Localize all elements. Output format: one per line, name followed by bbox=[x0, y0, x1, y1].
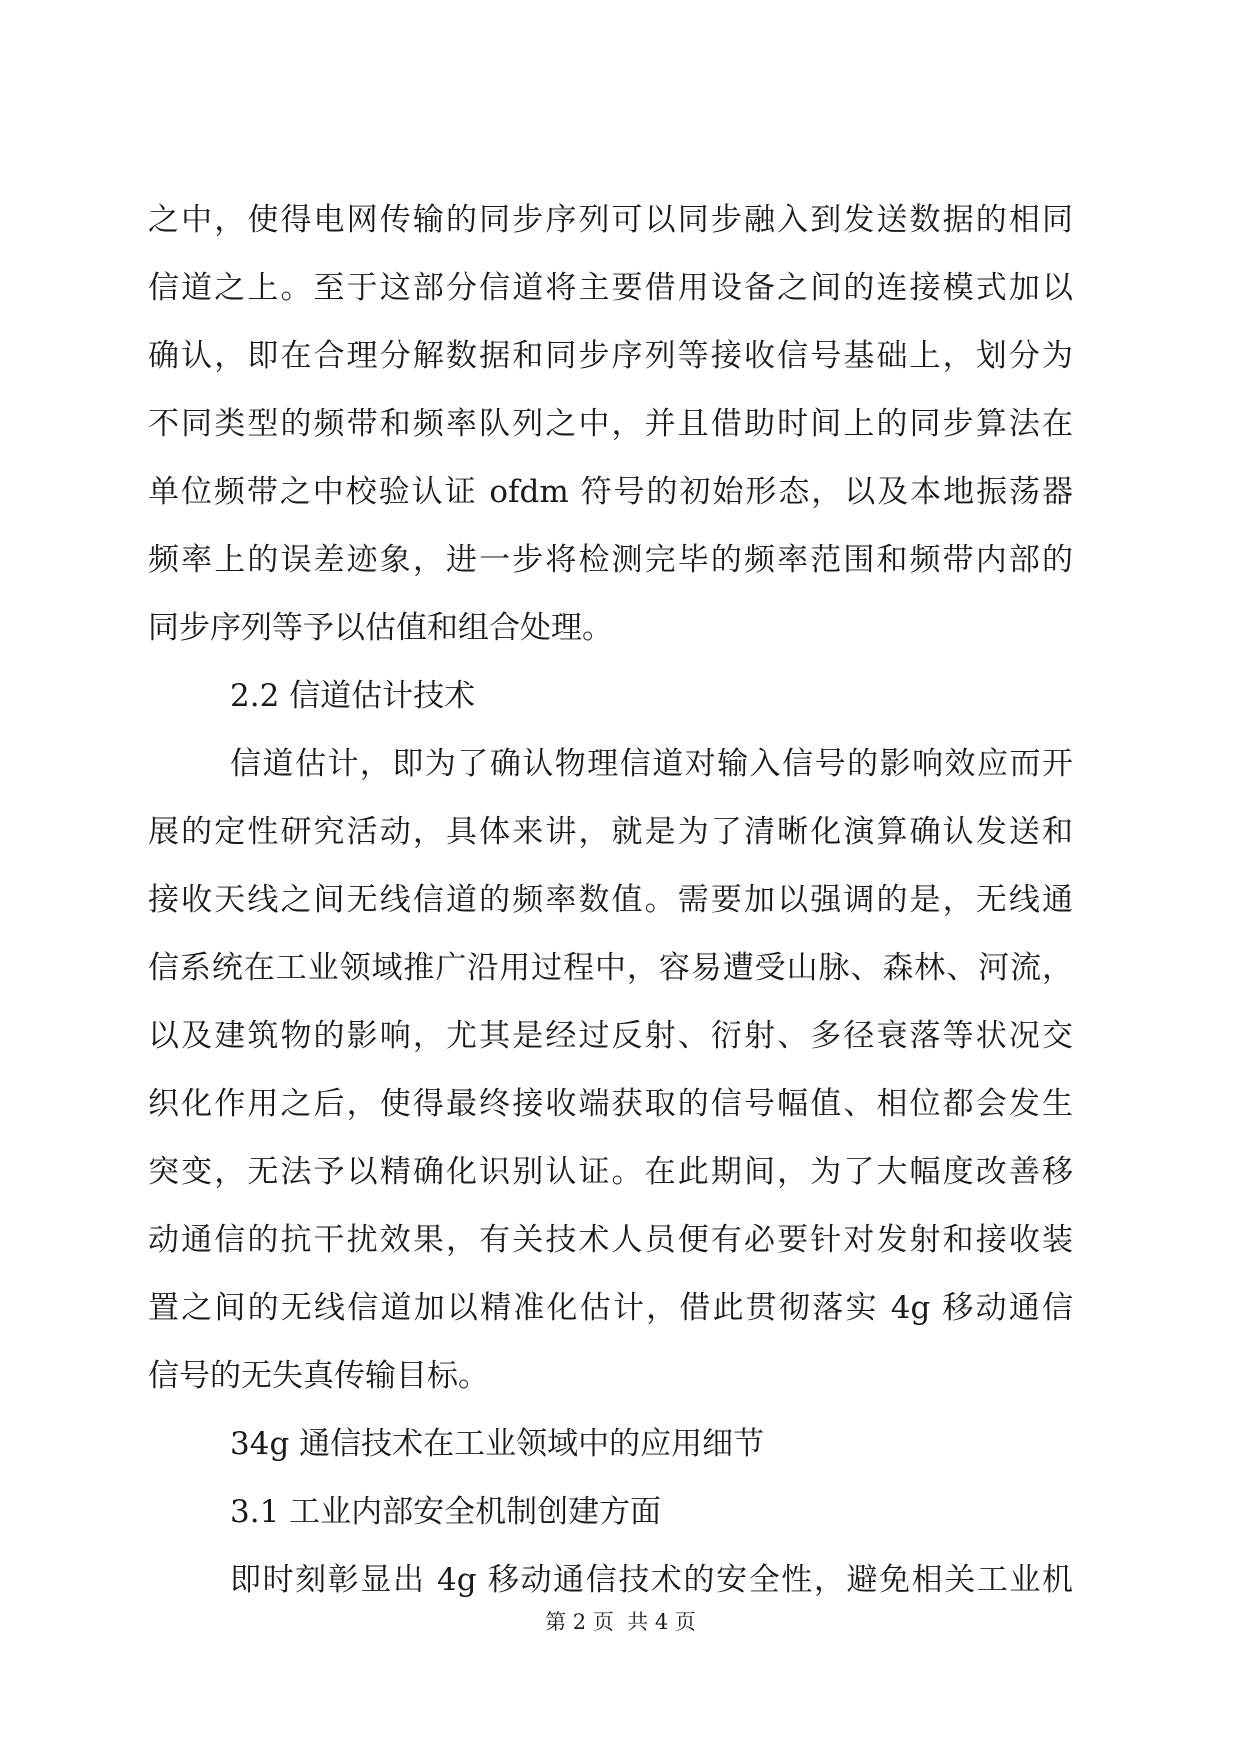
page-footer bbox=[0, 1608, 1241, 1636]
body-line: 单位频带之中校验认证 ofdm 符号的初始形态，以及本地振荡器 bbox=[148, 474, 1073, 510]
body-line: 动通信的抗干扰效果，有关技术人员便有必要针对发射和接收装 bbox=[148, 1222, 1073, 1258]
section-heading-2-2: 2.2 信道估计技术 bbox=[230, 678, 476, 714]
body-line: 信道之上。至于这部分信道将主要借用设备之间的连接模式加以 bbox=[148, 270, 1073, 306]
body-line-indented: 即时刻彰显出 4g 移动通信技术的安全性，避免相关工业机 bbox=[230, 1562, 1073, 1598]
body-line: 频率上的误差迹象，进一步将检测完毕的频率范围和频带内部的 bbox=[148, 542, 1073, 578]
body-line: 不同类型的频带和频率队列之中，并且借助时间上的同步算法在 bbox=[148, 406, 1073, 442]
body-line-last: 同步序列等予以估值和组合处理。 bbox=[148, 610, 613, 646]
body-line: 以及建筑物的影响，尤其是经过反射、衍射、多径衰落等状况交 bbox=[148, 1018, 1073, 1054]
body-line-last: 信号的无失真传输目标。 bbox=[148, 1358, 489, 1394]
body-line: 织化作用之后，使得最终接收端获取的信号幅值、相位都会发生 bbox=[148, 1086, 1073, 1122]
section-heading-3: 34g 通信技术在工业领域中的应用细节 bbox=[230, 1426, 765, 1462]
body-line: 突变，无法予以精确化识别认证。在此期间，为了大幅度改善移 bbox=[148, 1154, 1073, 1190]
body-line: 信系统在工业领域推广沿用过程中，容易遭受山脉、森林、河流， bbox=[148, 950, 1073, 986]
body-line: 接收天线之间无线信道的频率数值。需要加以强调的是，无线通 bbox=[148, 882, 1073, 918]
body-line: 之中，使得电网传输的同步序列可以同步融入到发送数据的相同 bbox=[148, 202, 1073, 238]
body-line: 确认，即在合理分解数据和同步序列等接收信号基础上，划分为 bbox=[148, 338, 1073, 374]
body-line-indented: 信道估计，即为了确认物理信道对输入信号的影响效应而开 bbox=[230, 746, 1073, 782]
body-line: 展的定性研究活动，具体来讲，就是为了清晰化演算确认发送和 bbox=[148, 814, 1073, 850]
section-heading-3-1: 3.1 工业内部安全机制创建方面 bbox=[230, 1494, 662, 1530]
body-line: 置之间的无线信道加以精准化估计，借此贯彻落实 4g 移动通信 bbox=[148, 1290, 1073, 1326]
page-number-label: 第 2 页 共 4 页 bbox=[545, 1610, 696, 1634]
